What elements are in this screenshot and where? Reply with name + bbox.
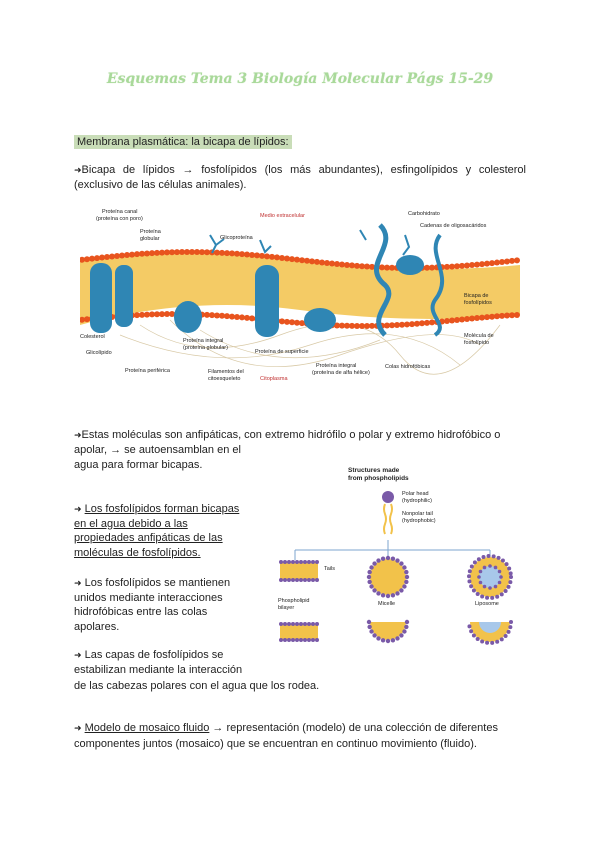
label-alfa-helice-2: (proteína de alfa hélice): [312, 370, 370, 376]
bullet-1-line-1: Los fosfolípidos forman bicapas: [84, 503, 240, 515]
label-micelle: Micelle: [378, 601, 396, 607]
bullet-2-line-1: Los fosfolípidos se mantienen: [84, 577, 231, 589]
paragraph-mosaico-rest: → representación (modelo) de una colección de diferentes: [209, 722, 498, 734]
arrow-bullet-icon: ➜: [74, 578, 82, 588]
label-phospholipid: Phospholipid: [278, 598, 310, 604]
paragraph-anfipaticas-line2: apolar, → se autoensamblan en el: [74, 444, 241, 456]
paragraph-bicapa: [74, 163, 526, 192]
label-hydrophobic: (hydrophobic): [402, 518, 436, 524]
bullet-3-line-2: estabilizan mediante la interacción: [74, 663, 243, 676]
section-heading: Membrana plasmática: la bicapa de lípidos:: [74, 135, 292, 149]
bullet-3-tail: de las cabezas polares con el agua que los rodea.: [74, 680, 320, 692]
label-proteina-globular-2: globular: [140, 236, 160, 242]
label-hydrophilic: (hydrophilic): [402, 498, 432, 504]
label-cadenas-oligosacaridos: Cadenas de oligosacáridos: [420, 223, 487, 229]
bullet-1-line-4: moléculas de fosfolípidos.: [74, 546, 201, 559]
paragraph-mosaico-line2: componentes juntos (mosaico) que se encuentran en continuo movimiento (fluido).: [74, 738, 477, 750]
label-proteina-superficie: Proteína de superficie: [255, 349, 309, 355]
fig2-title-1: Structures made: [348, 467, 400, 474]
page-title: Esquemas Tema 3 Biología Molecular Págs 15-29: [106, 71, 494, 87]
bullet-2-line-3: hidrofóbicas entre las colas: [74, 606, 208, 618]
label-colesterol: Colesterol: [80, 334, 105, 340]
label-nonpolar-tail: Nonpolar tail: [402, 511, 433, 517]
arrow-bullet-icon: ➜: [74, 504, 82, 514]
bullet-3-line-1: Las capas de fosfolípidos se: [84, 649, 224, 661]
label-proteina-canal-2: (proteína con poro): [96, 216, 143, 222]
label-molecula-fosfolipido-2: fosfolípido: [464, 340, 490, 346]
label-bicapa-fosfolipidos-2: fosfolípidos: [464, 300, 492, 306]
label-liposome: Liposome: [475, 601, 499, 607]
label-bicapa-fosfolipidos: Bicapa de: [464, 293, 489, 299]
fig2-title-2: from phospholipids: [348, 475, 409, 482]
label-proteina-globular: Proteína: [140, 229, 161, 235]
paragraph-anfipaticas-line3: agua para formar bicapas.: [74, 459, 203, 471]
label-carbohidrato: Carbohidrato: [408, 211, 440, 217]
micelle-icon: [367, 556, 409, 598]
arrow-bullet-icon: ➜: [74, 430, 82, 440]
liposome-icon: [467, 554, 513, 600]
bullet-item-3: [74, 648, 249, 677]
cross-section-icons: [279, 620, 513, 645]
label-proteina-integral: Proteína integral: [183, 338, 224, 344]
label-alfa-helice: Proteína integral: [316, 363, 357, 369]
membrane-diagram: [80, 205, 520, 395]
paragraph-anfipaticas: [74, 428, 526, 443]
bilayer-icon: [279, 560, 319, 582]
label-tails: Tails: [324, 566, 336, 572]
bullet-item-2: [74, 576, 249, 634]
label-glicoproteina: Glicoproteína: [220, 235, 253, 241]
carbohydrate-chains: [210, 230, 409, 255]
paragraph-anfipaticas-line1: Estas moléculas son anfipáticas, con extremo hidrófilo o polar y extremo hidrofóbico o: [81, 429, 501, 441]
bullet-2-line-2: unidos mediante interacciones: [74, 591, 223, 604]
label-colas: Colas hidrofóbicas: [385, 364, 431, 370]
lipid-bilayer: [80, 249, 520, 329]
paragraph-mosaico: [74, 721, 526, 736]
phospholipid-structures-diagram: [270, 462, 530, 667]
label-molecula-fosfolipido: Molécula de: [464, 333, 494, 339]
bullet-2-line-4: apolares.: [74, 620, 120, 633]
label-medio-extracelular: Medio extracelular: [260, 213, 305, 219]
polar-head-bead: [382, 491, 394, 503]
label-filamentos: Filamentos del: [208, 369, 244, 375]
paragraph-bicapa-text: Bicapa de lípidos → fosfolípidos (los más abundantes), esfingolípidos y colesterol (exclusivo de las células animales).: [74, 164, 526, 191]
label-proteina-canal: Proteína canal: [102, 209, 138, 215]
label-proteina-integral-2: (proteína globular): [183, 345, 228, 351]
arrow-bullet-icon: ➜: [74, 165, 82, 175]
term-mosaico-fluido: Modelo de mosaico fluido: [84, 722, 210, 734]
label-citoplasma: Citoplasma: [260, 376, 288, 382]
bullet-1-line-3: propiedades anfipáticas de las: [74, 532, 223, 544]
label-proteina-periferica: Proteína periférica: [125, 368, 170, 374]
bullet-item-1: [74, 502, 249, 560]
label-glicolipido: Glicolípido: [86, 350, 112, 356]
label-filamentos-2: citoesqueleto: [208, 376, 241, 382]
label-bilayer: bilayer: [278, 605, 295, 611]
bullet-1-line-2: en el agua debido a las: [74, 517, 188, 530]
arrow-bullet-icon: ➜: [74, 723, 82, 733]
label-polar-head: Polar head: [402, 491, 429, 497]
arrow-bullet-icon: ➜: [74, 650, 82, 660]
